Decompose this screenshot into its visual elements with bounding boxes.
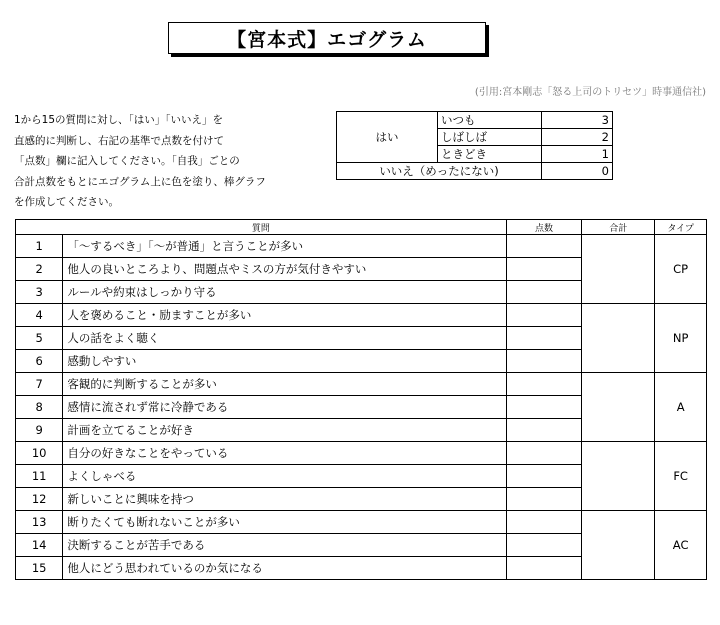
instruction-line: 1から15の質問に対し、「はい」「いいえ」を [14,114,224,126]
question-text: 感動しやすい [63,350,506,373]
question-table [15,219,707,580]
score-cell[interactable] [506,281,581,304]
question-text: 計画を立てることが好き [63,419,506,442]
scoring-table [336,111,613,180]
score-cell[interactable] [506,258,581,281]
question-number: 13 [16,511,63,534]
no-points: 0 [542,163,613,180]
type-label: A [655,373,707,442]
instructions [14,110,344,213]
question-number: 9 [16,419,63,442]
question-text: 自分の好きなことをやっている [63,442,506,465]
question-table-body [16,235,707,580]
question-number: 6 [16,350,63,373]
question-number: 7 [16,373,63,396]
instruction-line: 直感的に判断し、右記の基準で点数を付けて [14,134,224,147]
question-number: 3 [16,281,63,304]
scoring-row [337,163,613,180]
question-text: 他人の良いところより、問題点やミスの方が気付きやすい [63,258,506,281]
question-text: 客観的に判断することが多い [63,373,506,396]
frequency-points: 2 [542,129,613,146]
score-cell[interactable] [506,419,581,442]
score-cell[interactable] [506,488,581,511]
frequency-label: いつも [438,112,542,129]
header-type: タイプ [655,220,707,235]
question-number: 11 [16,465,63,488]
question-text: 人の話をよく聴く [63,327,506,350]
question-text: 決断することが苦手である [63,534,506,557]
question-text: 断りたくても断れないことが多い [63,511,506,534]
question-number: 12 [16,488,63,511]
header-total: 合計 [582,220,655,235]
question-number: 15 [16,557,63,580]
score-cell[interactable] [506,304,581,327]
type-label: AC [655,511,707,580]
question-number: 4 [16,304,63,327]
score-cell[interactable] [506,235,581,258]
frequency-points: 3 [542,112,613,129]
instruction-line: を作成してください。 [14,196,119,208]
table-row [16,511,707,534]
scoring-row [337,112,613,129]
frequency-label: ときどき [438,146,542,163]
question-text: 「～するべき」「～が普通」と言うことが多い [63,235,506,258]
total-cell[interactable] [582,373,655,442]
page-title: 【宮本式】エゴグラム [168,22,486,54]
question-text: 人を褒めること・励ますことが多い [63,304,506,327]
frequency-points: 1 [542,146,613,163]
header-score: 点数 [506,220,581,235]
question-number: 2 [16,258,63,281]
type-label: NP [655,304,707,373]
score-cell[interactable] [506,534,581,557]
score-cell[interactable] [506,350,581,373]
table-row [16,373,707,396]
question-number: 8 [16,396,63,419]
total-cell[interactable] [582,304,655,373]
citation: (引用:宮本剛志「怒る上司のトリセツ」時事通信社) [474,87,706,98]
no-label: いいえ（めったにない) [337,163,542,180]
score-cell[interactable] [506,396,581,419]
table-row [16,235,707,258]
score-cell[interactable] [506,511,581,534]
frequency-label: しばしば [438,129,542,146]
question-text: 感情に流されず常に冷静である [63,396,506,419]
question-number: 10 [16,442,63,465]
score-cell[interactable] [506,465,581,488]
question-text: よくしゃべる [63,465,506,488]
question-text: 他人にどう思われているのか気になる [63,557,506,580]
table-row [16,442,707,465]
type-label: CP [655,235,707,304]
total-cell[interactable] [582,511,655,580]
total-cell[interactable] [582,235,655,304]
table-row [16,304,707,327]
question-text: ルールや約束はしっかり守る [63,281,506,304]
header-question: 質問 [16,220,507,235]
total-cell[interactable] [582,442,655,511]
instruction-line: 「点数」欄に記入してください。「自我」ごとの [14,155,240,167]
type-label: FC [655,442,707,511]
question-number: 14 [16,534,63,557]
yes-label: はい [337,112,438,163]
question-number: 1 [16,235,63,258]
table-header-row [16,220,707,235]
score-cell[interactable] [506,373,581,396]
question-text: 新しいことに興味を持つ [63,488,506,511]
score-cell[interactable] [506,442,581,465]
score-cell[interactable] [506,557,581,580]
instruction-line: 合計点数をもとにエゴグラム上に色を塗り、棒グラフ [14,175,266,188]
score-cell[interactable] [506,327,581,350]
question-number: 5 [16,327,63,350]
